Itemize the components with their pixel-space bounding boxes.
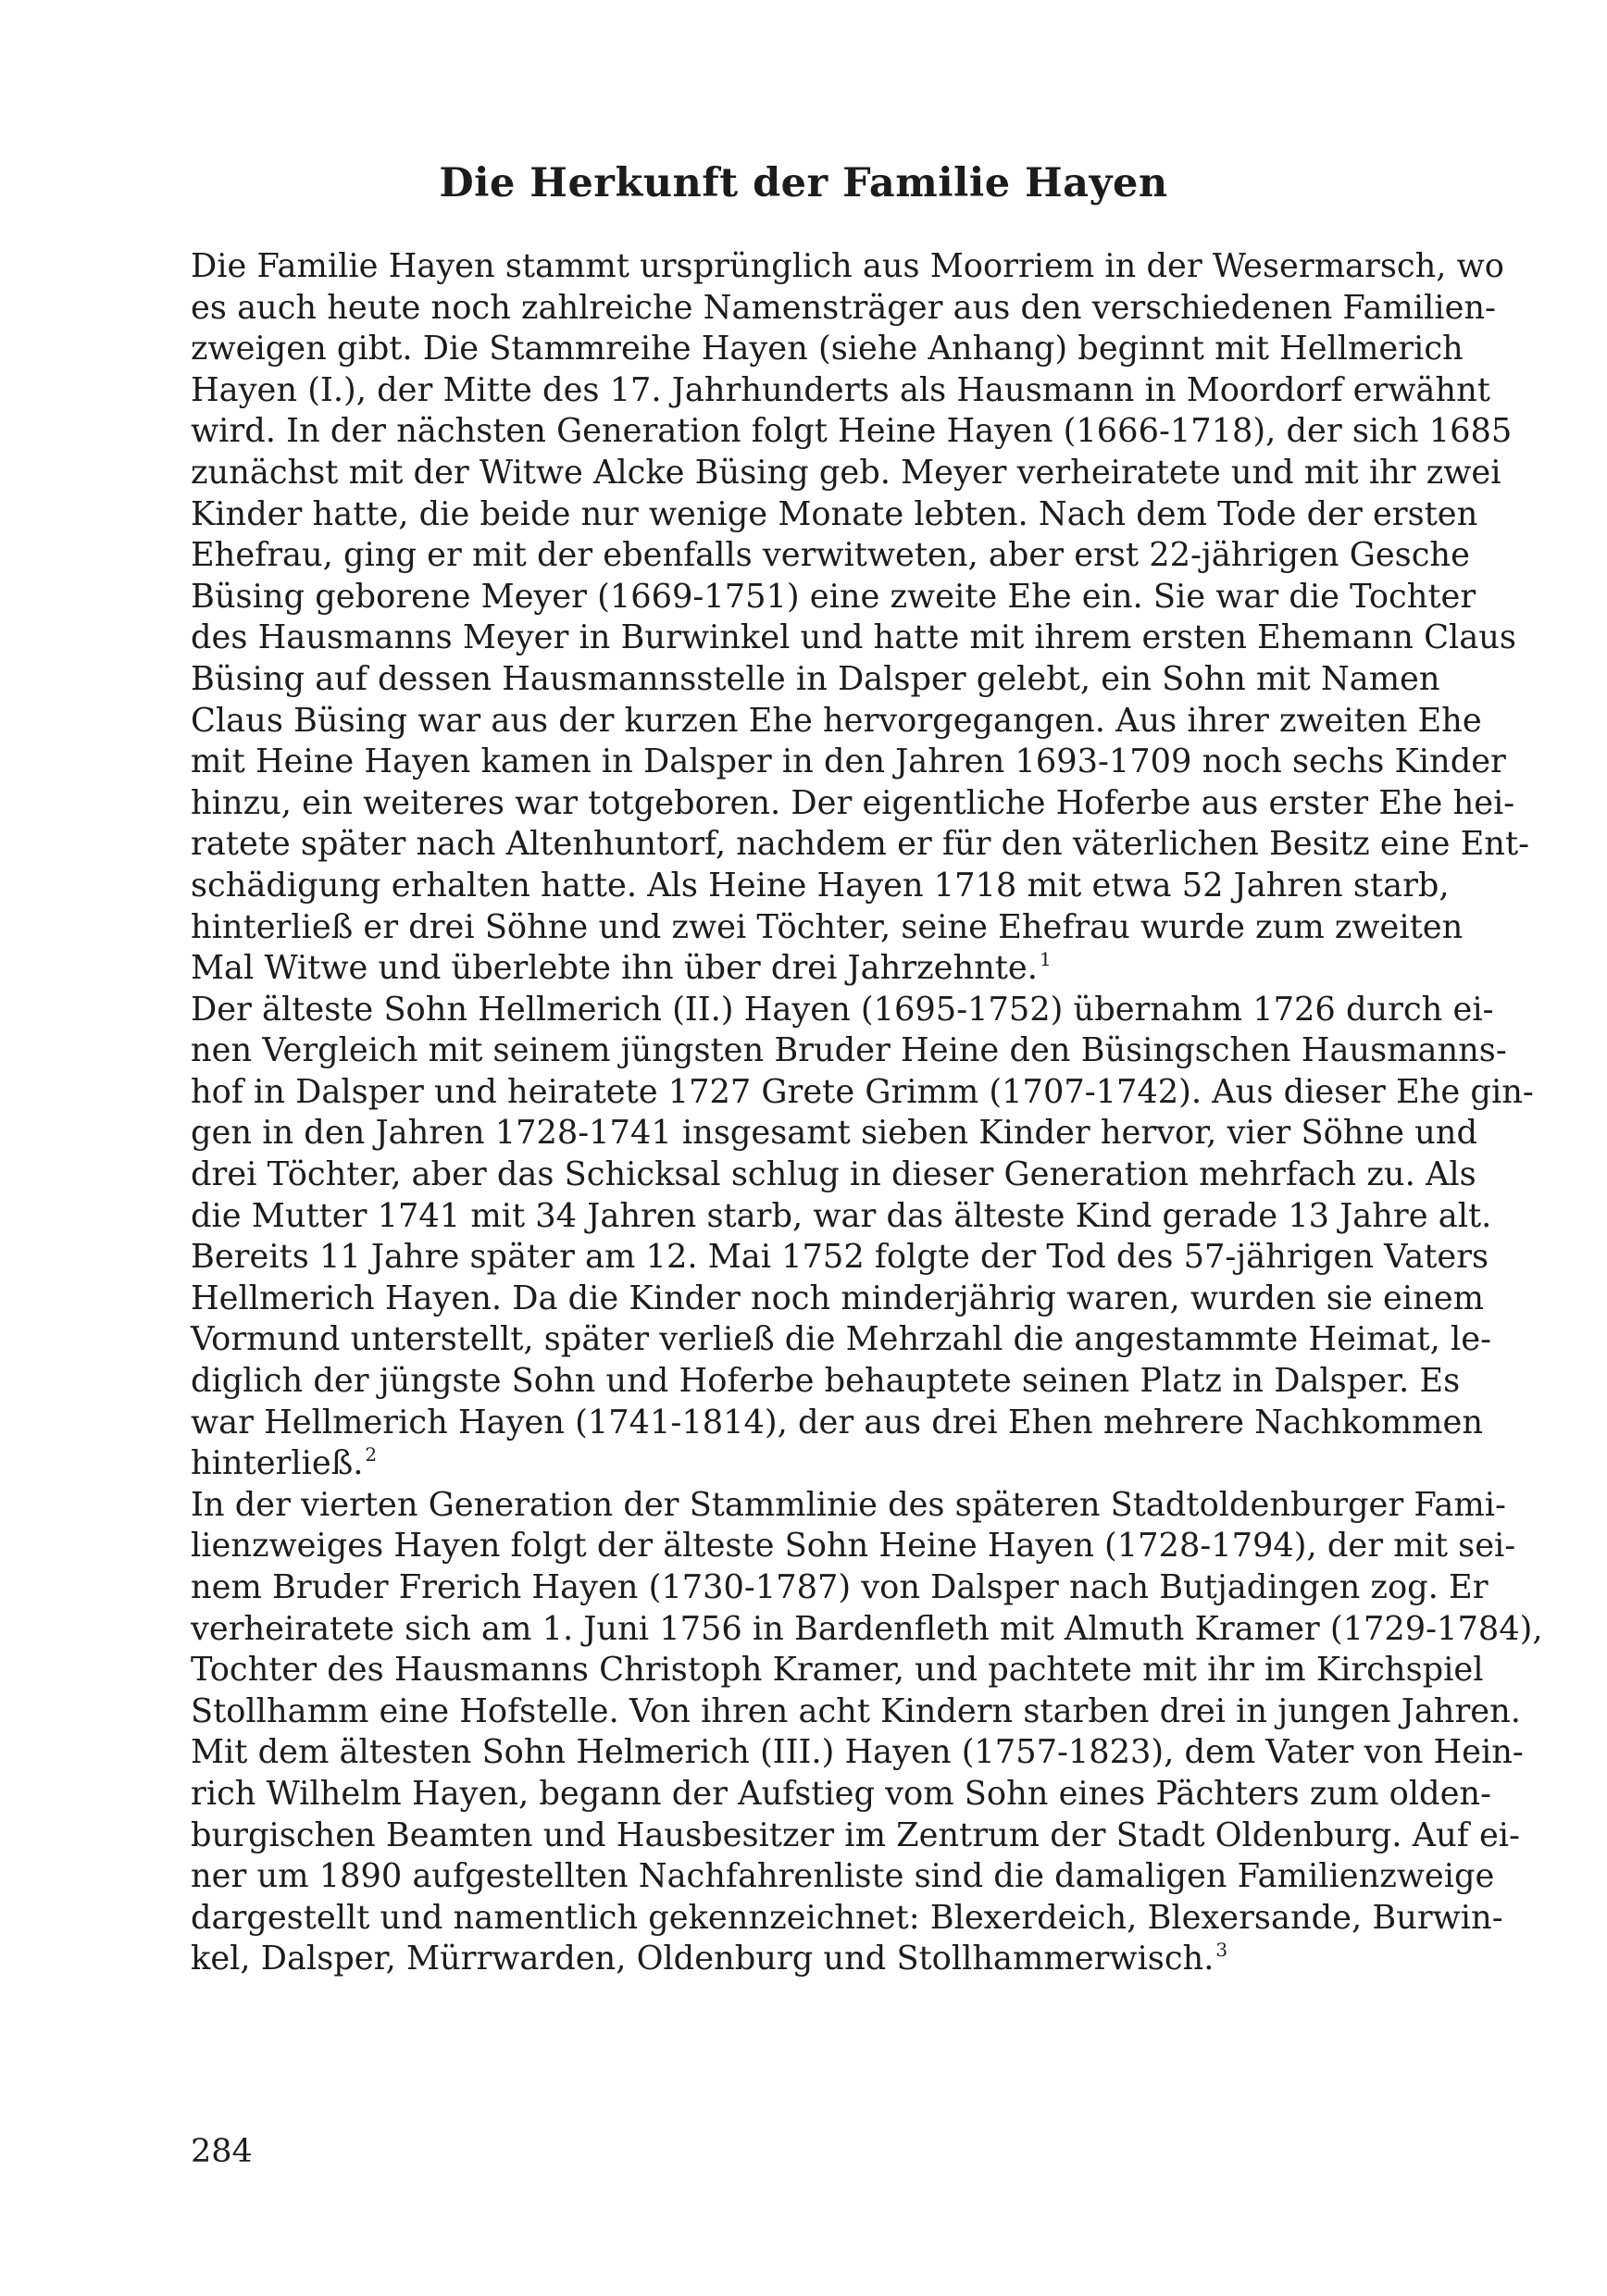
line-text: hinzu, ein weiteres war totgeboren. Der eigentliche Hoferbe aus erster Ehe hei- bbox=[191, 783, 1515, 822]
line-text: Die Familie Hayen stammt ursprünglich aus Moorriem in der Wesermarsch, wo bbox=[191, 247, 1504, 285]
text-line bbox=[191, 1774, 1491, 1816]
line-text: Kinder hatte, die beide nur wenige Monate lebten. Nach dem Tode der ersten bbox=[191, 494, 1478, 533]
footnote-marker: 3 bbox=[1215, 1939, 1228, 1962]
line-text: die Mutter 1741 mit 34 Jahren starb, war das älteste Kind gerade 13 Jahre alt. bbox=[191, 1196, 1492, 1235]
line-text: In der vierten Generation der Stammlinie des späteren Stadtoldenburger Fami- bbox=[191, 1485, 1506, 1524]
text-line bbox=[191, 948, 1417, 990]
text-line bbox=[191, 411, 1513, 453]
text-line bbox=[191, 1939, 1417, 1980]
text-line bbox=[191, 1567, 1489, 1609]
line-text: dargestellt und namentlich gekennzeichnet: Blexerdeich, Blexersande, Burwin- bbox=[191, 1898, 1503, 1937]
text-line bbox=[191, 618, 1516, 659]
text-line bbox=[191, 907, 1464, 949]
line-text: Büsing auf dessen Hausmannsstelle in Dalsper gelebt, ein Sohn mit Namen bbox=[191, 659, 1440, 698]
text-line bbox=[191, 494, 1478, 536]
text-line bbox=[191, 1732, 1524, 1774]
line-text: Ehefrau, ging er mit der ebenfalls verwitweten, aber erst 22-jährigen Gesche bbox=[191, 536, 1470, 575]
text-line bbox=[191, 1113, 1477, 1154]
line-text: Stollhamm eine Hofstelle. Von ihren acht Kindern starben drei in jungen Jahren. bbox=[191, 1691, 1521, 1730]
line-text: Claus Büsing war aus der kurzen Ehe hervorgegangen. Aus ihrer zweiten Ehe bbox=[191, 701, 1482, 740]
line-text: zweigen gibt. Die Stammreihe Hayen (siehe Anhang) beginnt mit Hellmerich bbox=[191, 330, 1464, 368]
text-line bbox=[191, 1403, 1484, 1444]
footnote-marker: 2 bbox=[365, 1443, 378, 1466]
line-text: drei Töchter, aber das Schicksal schlug in dieser Generation mehrfach zu. Als bbox=[191, 1155, 1476, 1194]
text-line bbox=[191, 1898, 1503, 1940]
text-line bbox=[191, 783, 1515, 825]
line-text: Bereits 11 Jahre später am 12. Mai 1752 folgte der Tod des 57-jährigen Vaters bbox=[191, 1238, 1489, 1277]
line-text: verheiratete sich am 1. Juni 1756 in Bardenfleth mit Almuth Kramer (1729-1784), bbox=[191, 1609, 1543, 1648]
line-text: hinterließ. bbox=[191, 1444, 364, 1483]
line-text: Hellmerich Hayen. Da die Kinder noch minderjährig waren, wurden sie einem bbox=[191, 1279, 1484, 1317]
text-line bbox=[191, 990, 1494, 1031]
line-text: gen in den Jahren 1728-1741 insgesamt sieben Kinder hervor, vier Söhne und bbox=[191, 1114, 1477, 1153]
paragraph-3 bbox=[191, 1485, 1543, 1980]
text-line bbox=[191, 701, 1482, 742]
text-line bbox=[191, 1319, 1491, 1361]
footnote-marker: 1 bbox=[1039, 948, 1052, 971]
text-line bbox=[191, 659, 1440, 701]
text-line bbox=[191, 1279, 1484, 1320]
line-text: Mit dem ältesten Sohn Helmerich (III.) Hayen (1757-1823), dem Vater von Hein- bbox=[191, 1733, 1524, 1772]
text-line bbox=[191, 1072, 1534, 1114]
text-line bbox=[191, 1485, 1506, 1527]
line-text: wird. In der nächsten Generation folgt Heine Hayen (1666-1718), der sich 1685 bbox=[191, 412, 1513, 451]
text-line bbox=[191, 1443, 1417, 1485]
line-text: nen Vergleich mit seinem jüngsten Bruder Heine den Büsingschen Hausmanns- bbox=[191, 1031, 1507, 1070]
line-text: Mal Witwe und überlebte ihn über drei Jahrzehnte. bbox=[191, 949, 1038, 988]
text-line bbox=[191, 742, 1506, 783]
line-text: Büsing geborene Meyer (1669-1751) eine zweite Ehe ein. Sie war die Tochter bbox=[191, 577, 1476, 616]
text-line bbox=[191, 288, 1496, 330]
line-text: Vormund unterstellt, später verließ die Mehrzahl die angestammte Heimat, le- bbox=[191, 1320, 1491, 1359]
line-text: Tochter des Hausmanns Christoph Kramer, und pachtete mit ihr im Kirchspiel bbox=[191, 1651, 1484, 1690]
text-line bbox=[191, 1237, 1489, 1279]
line-text: Der älteste Sohn Hellmerich (II.) Hayen (1695-1752) übernahm 1726 durch ei- bbox=[191, 990, 1494, 1029]
text-line bbox=[191, 1856, 1495, 1898]
line-text: lienzweiges Hayen folgt der älteste Sohn Heine Hayen (1728-1794), der mit sei- bbox=[191, 1527, 1516, 1566]
text-line bbox=[191, 1526, 1516, 1567]
line-text: burgischen Beamten und Hausbesitzer im Zentrum der Stadt Oldenburg. Auf ei- bbox=[191, 1816, 1520, 1854]
text-line bbox=[191, 1609, 1543, 1651]
line-text: zunächst mit der Witwe Alcke Büsing geb. Meyer verheiratete und mit ihr zwei bbox=[191, 453, 1501, 492]
text-line bbox=[191, 866, 1450, 907]
page-title: Die Herkunft der Familie Hayen bbox=[439, 160, 1168, 206]
paragraph-1 bbox=[191, 246, 1530, 990]
text-line bbox=[191, 1650, 1484, 1691]
text-line bbox=[191, 453, 1501, 494]
text-line bbox=[191, 1691, 1521, 1733]
line-text: schädigung erhalten hatte. Als Heine Hayen 1718 mit etwa 52 Jahren starb, bbox=[191, 866, 1450, 905]
line-text: ner um 1890 aufgestellten Nachfahrenliste sind die damaligen Familienzweige bbox=[191, 1857, 1495, 1896]
line-text: hof in Dalsper und heiratete 1727 Grete Grimm (1707-1742). Aus dieser Ehe gin- bbox=[191, 1072, 1534, 1111]
text-line bbox=[191, 1030, 1507, 1072]
text-line bbox=[191, 824, 1530, 866]
text-line bbox=[191, 246, 1504, 288]
line-text: war Hellmerich Hayen (1741-1814), der aus drei Ehen mehrere Nachkommen bbox=[191, 1403, 1484, 1441]
line-text: Hayen (I.), der Mitte des 17. Jahrhunderts als Hausmann in Moordorf erwähnt bbox=[191, 370, 1490, 409]
text-line bbox=[191, 1154, 1476, 1196]
line-text: es auch heute noch zahlreiche Namensträger aus den verschiedenen Familien- bbox=[191, 288, 1496, 327]
body-text bbox=[191, 246, 1543, 1980]
page-number: 284 bbox=[191, 2133, 253, 2170]
paragraph-2 bbox=[191, 990, 1534, 1485]
line-text: nem Bruder Frerich Hayen (1730-1787) von Dalsper nach Butjadingen zog. Er bbox=[191, 1568, 1489, 1606]
line-text: rich Wilhelm Hayen, begann der Aufstieg vom Sohn eines Pächters zum olden- bbox=[191, 1774, 1491, 1813]
text-line bbox=[191, 370, 1490, 412]
line-text: des Hausmanns Meyer in Burwinkel und hatte mit ihrem ersten Ehemann Claus bbox=[191, 618, 1516, 657]
text-line bbox=[191, 329, 1464, 370]
text-line bbox=[191, 535, 1470, 577]
line-text: diglich der jüngste Sohn und Hoferbe behauptete seinen Platz in Dalsper. Es bbox=[191, 1362, 1461, 1401]
line-text: hinterließ er drei Söhne und zwei Töchter, seine Ehefrau wurde zum zweiten bbox=[191, 907, 1464, 946]
text-line bbox=[191, 1361, 1461, 1403]
line-text: mit Heine Hayen kamen in Dalsper in den Jahren 1693-1709 noch sechs Kinder bbox=[191, 742, 1506, 781]
text-line bbox=[191, 1196, 1492, 1238]
text-line bbox=[191, 1816, 1520, 1857]
line-text: ratete später nach Altenhuntorf, nachdem er für den väterlichen Besitz eine Ent- bbox=[191, 825, 1530, 864]
text-line bbox=[191, 577, 1476, 618]
line-text: kel, Dalsper, Mürrwarden, Oldenburg und Stollhammerwisch. bbox=[191, 1940, 1215, 1978]
